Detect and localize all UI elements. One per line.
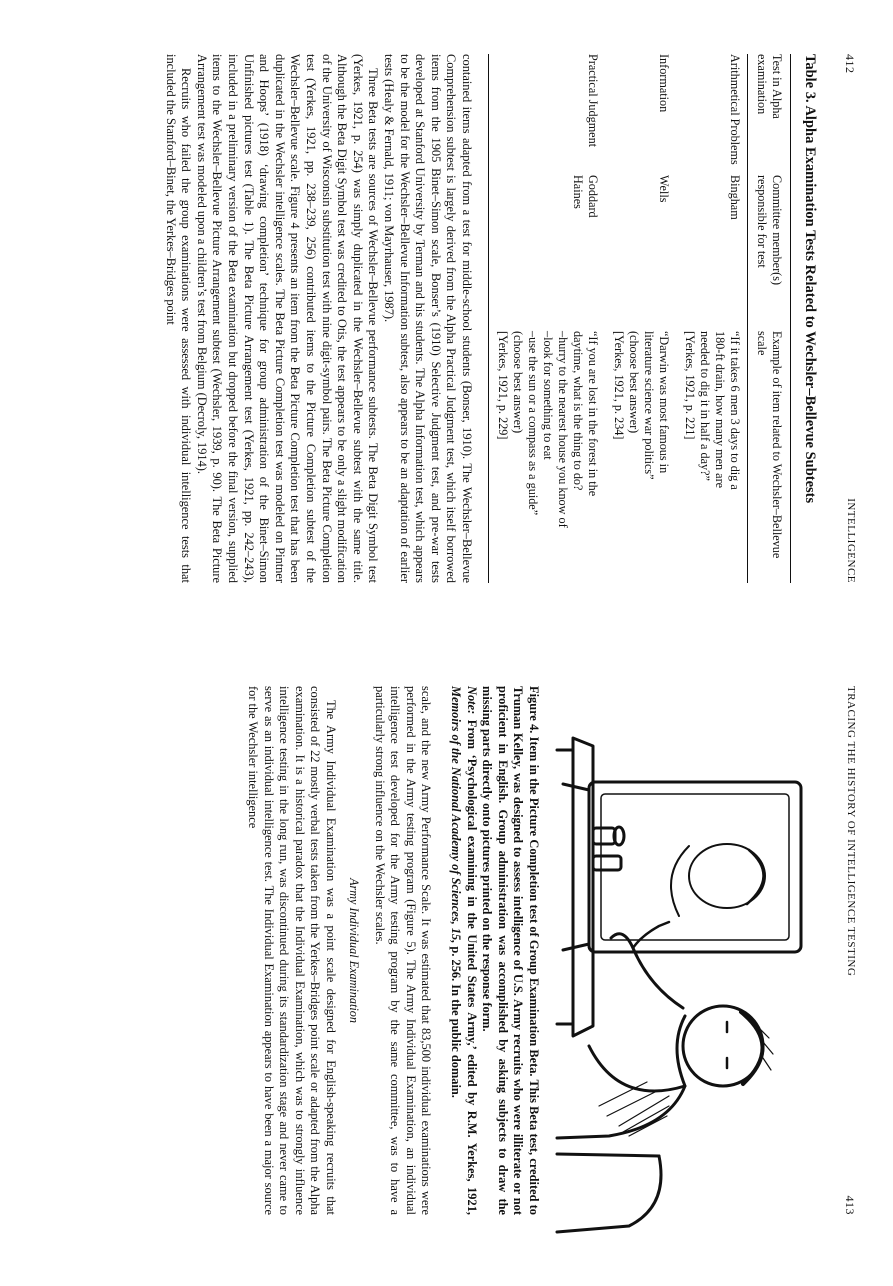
example-line: [Yerkes, 1921, p. 234] [612,331,626,440]
example-line: [Yerkes, 1921, p. 221] [683,331,697,440]
column-header: Example of item related to Wechsler–Bellevue scale [748,331,791,583]
running-head: INTELLIGENCE [845,498,857,583]
body-text [245,686,339,1215]
table-body [489,54,748,583]
example-line: daytime, what is the thing to do? [571,331,585,491]
table-row [489,54,606,583]
column-header: Committee member(s) responsible for test [748,175,791,331]
page-number: 413 [843,1195,857,1215]
running-header [837,54,857,583]
test-name-cell: Practical Judgment [586,54,600,148]
running-head: TRACING THE HISTORY OF INTELLIGENCE TESTING [845,686,857,977]
picture-completion-drawing [549,686,819,1286]
table-row [605,54,676,583]
note-label: Note: [464,686,479,715]
column-header: Test in Alpha examination [748,54,791,175]
example-line: “Darwin was most famous in [657,331,671,474]
example-item-cell [605,331,676,583]
example-line: “If you are lost in the forest in the [586,331,600,497]
committee-member-cell: Wells [657,175,671,203]
example-line: needed to dig it in half a day?” [698,331,712,481]
example-line: literature science war politics” [642,331,656,480]
committee-member-cell: Bingham [728,175,742,220]
example-line: –hurry to the nearest house you know of [556,331,570,528]
example-line: “If it takes 6 men 3 days to dig a [728,331,742,490]
paragraph: scale, and the new Army Performance Scale. It was estimated that 83,500 individual examinations were performed in the Army testing program (Figure 5). The Army Individual Examination, an individual intelligence test developed for the Army testing program by the same committee, was to have a particularly strong influence on the Wechsler scales. [372,686,434,1215]
section-heading: Army Individual Examination [347,878,362,1023]
body-text [371,686,433,1215]
page-413 [0,632,893,1263]
table-row [676,54,748,583]
hand-with-comb [633,922,669,948]
test-name-cell: Information [657,54,671,113]
note-text: From ‘Psychological examining in the United States Army,’ edited by R.M. Yerkes, 1921, [464,719,479,1215]
chair-back [557,1156,661,1232]
example-item-cell [676,331,748,583]
alpha-tests-table [488,54,791,583]
body-text [162,54,474,583]
bottle [593,856,621,870]
example-line: (choose best answer) [511,331,525,434]
example-item-cell [489,331,606,583]
note-journal: Memoirs of the National Academy of Sciences, 15, [449,686,464,944]
table-title: Table 3. Alpha Examination Tests Related to Wechsler–Bellevue Subtests [802,54,818,504]
example-line: [Yerkes, 1921, p. 229] [496,331,510,440]
running-header [837,686,857,1215]
paragraph: The Army Individual Examination was a point scale designed for English-speaking recruits that consisted of 22 mostly verbal tests taken from the Yerkes–Bridges point scale or adapted from the Alpha examination. It is a historical paradox that the Individual Examination, which was to strongly influence intelligence testing in the long run, was discontinued during its standardization stage and never came to serve as an individual intelligence test. The Individual Examination appears to have been a major source for the Wechsler intelligence [246,686,339,1215]
paragraph: Recruits who failed the group examinations were assessed with individual intelligence tests that included the Stanford–Binet, the Yerkes–Bridges point [163,54,194,583]
test-name-cell: Arithmetical Problems [728,54,742,165]
example-line: (choose best answer) [627,331,641,434]
arm [611,934,683,1008]
page-number: 412 [843,54,857,74]
page-412 [0,0,893,631]
table-header-row [748,54,791,583]
note-end: p. 256. In the public domain. [449,946,464,1098]
example-line: –look for something to eat [541,331,555,460]
paragraph: contained items adapted from a test for middle-school students (Bonser, 1910). The Wechsler–Bellevue Comprehension subtest is largely derived from the Alpha Practical Judgment test, which itself borrowed items from the 1905 Binet–Simon scale, Bonser’s (1910) Selective Judgment test, and pre-war tests developed at Stanford University by Terman and his students. The Alpha Information test, which appears to be the model for the Wechsler–Bellevue Information subtest, also appears to be an adaptation of earlier tests (Healy & Fernald, 1911; von Mayrhauser, 1987). [382,54,474,583]
figure-4-illustration [549,686,819,1286]
paragraph: Three Beta tests are sources of Wechsler–Bellevue performance subtests. The Beta Digit Symbol test (Yerkes, 1921, p. 254) was simply duplicated in the Wechsler–Bellevue subtest with the same title. Although the Beta Digit Symbol test was credited to Otis, the test appears to be only a slight modification of the University of Wisconsin substitution test with nine digit-symbol pairs. The Beta Picture Completion test (Yerkes, 1921, pp. 238–239, 256) contributed items to the Picture Completion subtest of the Wechsler–Bellevue scale. Figure 4 presents an item from the Beta Picture Completion test that has been duplicated in the Wechsler intelligence scales. The Beta Picture Completion test was modeled on Pintner and Hoops’ (1918) ‘drawing completion’ technique for group administration of the Binet–Simon Unfinished pictures test (Table 1). The Beta Picture Arrangement test (Yerkes, 1921, pp. 242–243), included in a preliminary version of the Beta examination but dropped before the final version, supplied items to the Wechsler–Bellevue Picture Arrangement subtest (Wechsler, 1939, p. 90). The Beta Picture Arrangement test was modeled upon a children’s test from Belgium (Decroly, 1914). [194,54,381,583]
figure-caption [447,686,541,1215]
example-line: –use the sun or a compass as a guide” [526,331,540,516]
committee-member-cell: Goddard Haines [571,175,600,218]
example-line: 180-ft drain, how many men are [713,331,727,489]
caption-text: Figure 4. Item in the Picture Completion test of Group Examination Beta. This Beta test, credited to Truman Kelley, was designed to assess intelligence of U.S. Army recruits who were illiterate or not proficient in English. Group administration was accomplished by asking subjects to draw the missing parts directly onto pictures printed on the response form. [480,686,541,1215]
bottle [593,828,615,844]
